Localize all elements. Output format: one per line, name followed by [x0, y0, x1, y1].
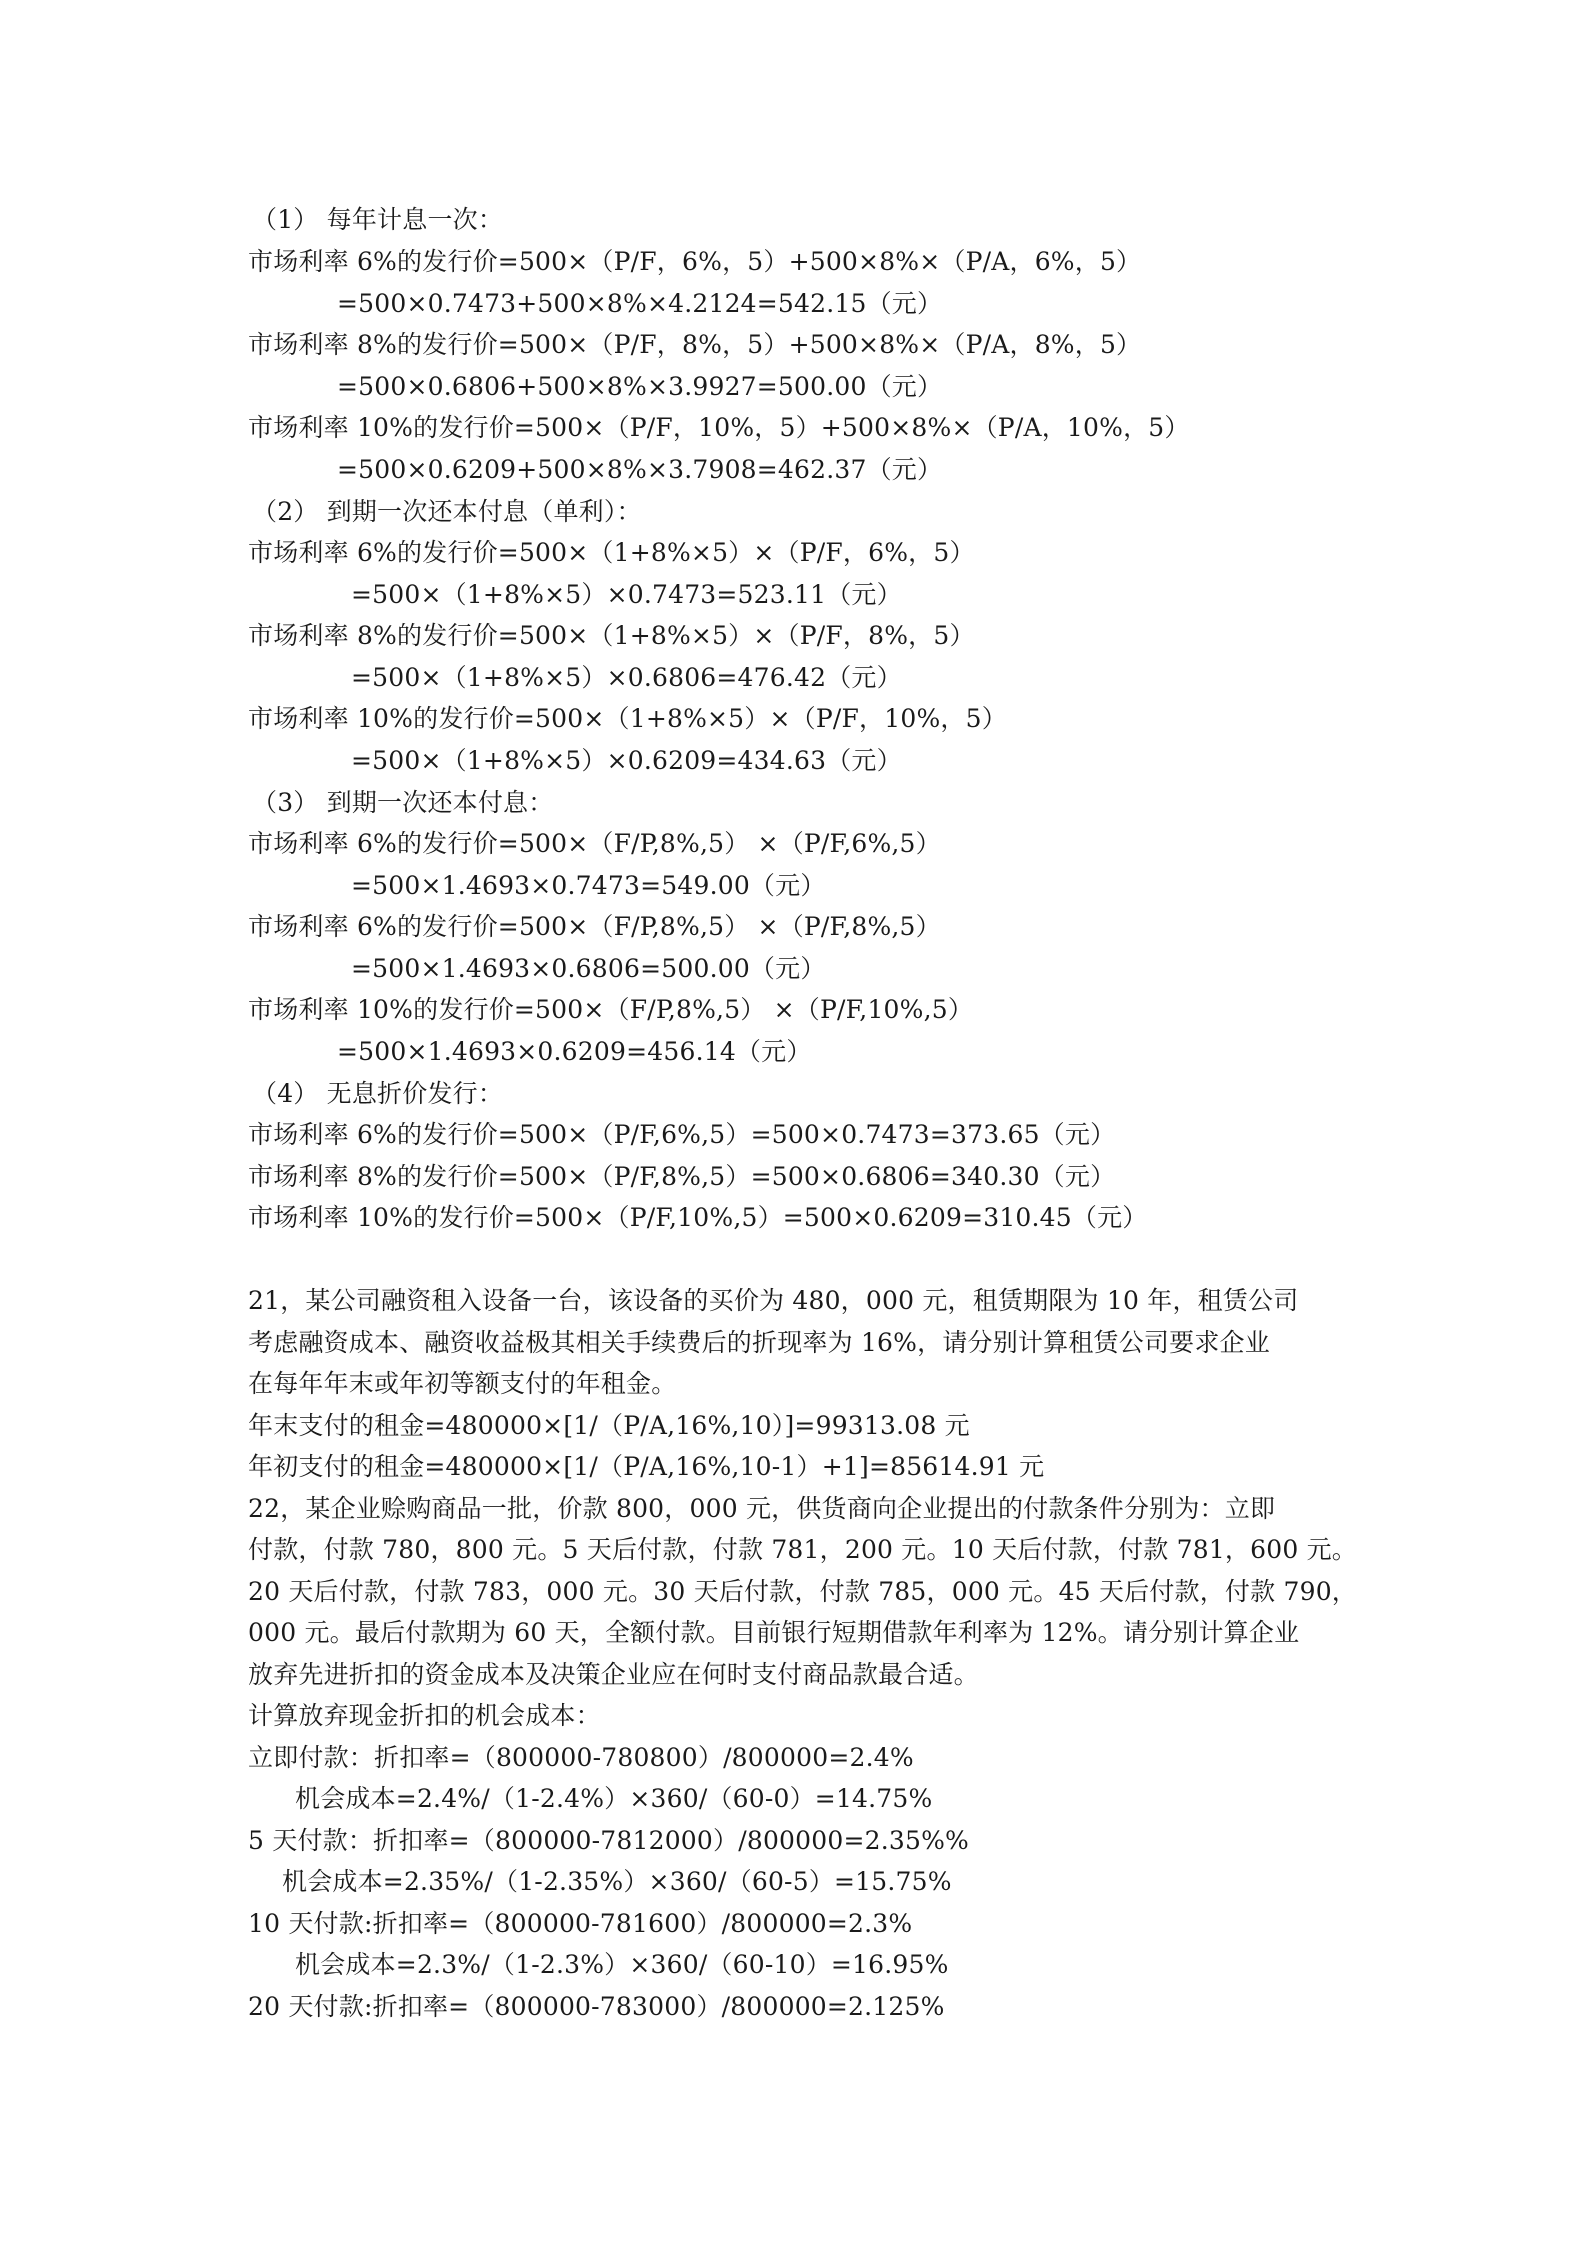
part3-rate10-formula: 市场利率 10%的发行价=500×（F/P,8%,5） ×（P/F,10%,5）: [248, 995, 974, 1024]
q22-day5-opportunity-cost: 机会成本=2.35%/（1-2.35%）×360/（60-5）=15.75%: [282, 1867, 952, 1896]
q22-text-line-4: 000 元。最后付款期为 60 天，全额付款。目前银行短期借款年利率为 12%。请分别计算企业: [248, 1618, 1300, 1647]
q22-day5-discount-rate: 5 天付款：折扣率=（800000-7812000）/800000=2.35%%: [248, 1826, 970, 1855]
part1-rate6-result: =500×0.7473+500×8%×4.2124=542.15（元）: [337, 289, 943, 318]
q22-day0-opportunity-cost: 机会成本=2.4%/（1-2.4%）×360/（60-0）=14.75%: [295, 1784, 933, 1813]
q22-day10-discount-rate: 10 天付款:折扣率=（800000-781600）/800000=2.3%: [248, 1909, 913, 1938]
part3-rate8-formula: 市场利率 6%的发行价=500×（F/P,8%,5） ×（P/F,8%,5）: [248, 912, 941, 941]
part2-heading: （2） 到期一次还本付息（单利）：: [252, 497, 642, 526]
part2-rate6-formula: 市场利率 6%的发行价=500×（1+8%×5）×（P/F，6%，5）: [248, 538, 975, 567]
part1-rate10-formula: 市场利率 10%的发行价=500×（P/F，10%，5）+500×8%×（P/A，10%，5）: [248, 413, 1190, 442]
part3-rate6-formula: 市场利率 6%的发行价=500×（F/P,8%,5） ×（P/F,6%,5）: [248, 829, 941, 858]
part2-rate8-result: =500×（1+8%×5）×0.6806=476.42（元）: [351, 663, 902, 692]
part3-heading: （3） 到期一次还本付息：: [252, 788, 554, 817]
q22-day20-discount-rate: 20 天付款:折扣率=（800000-783000）/800000=2.125%: [248, 1992, 945, 2021]
q22-text-line-2: 付款，付款 780，800 元。5 天后付款，付款 781，200 元。10 天后付款，付款 781，600 元。: [248, 1535, 1357, 1564]
q21-text-line-1: 21，某公司融资租入设备一台，该设备的买价为 480，000 元，租赁期限为 10 年，租赁公司: [248, 1286, 1299, 1315]
q22-calc-title: 计算放弃现金折扣的机会成本：: [248, 1701, 601, 1730]
part2-rate8-formula: 市场利率 8%的发行价=500×（1+8%×5）×（P/F，8%，5）: [248, 621, 975, 650]
part1-rate10-result: =500×0.6209+500×8%×3.7908=462.37（元）: [337, 455, 943, 484]
part1-rate8-formula: 市场利率 8%的发行价=500×（P/F，8%，5）+500×8%×（P/A，8%，5）: [248, 330, 1142, 359]
part1-heading: （1） 每年计息一次：: [252, 205, 504, 234]
q21-answer-year-begin: 年初支付的租金=480000×[1/（P/A,16%,10-1）+1]=85614.91 元: [248, 1452, 1045, 1481]
part1-rate6-formula: 市场利率 6%的发行价=500×（P/F，6%，5）+500×8%×（P/A，6%，5）: [248, 247, 1142, 276]
q22-text-line-1: 22，某企业赊购商品一批，价款 800，000 元，供货商向企业提出的付款条件分别为：立即: [248, 1494, 1276, 1523]
q22-day10-opportunity-cost: 机会成本=2.3%/（1-2.3%）×360/（60-10）=16.95%: [295, 1950, 949, 1979]
part4-heading: （4） 无息折价发行：: [252, 1079, 504, 1108]
q22-text-line-5: 放弃先进折扣的资金成本及决策企业应在何时支付商品款最合适。: [248, 1660, 979, 1689]
part1-rate8-result: =500×0.6806+500×8%×3.9927=500.00（元）: [337, 372, 943, 401]
q22-text-line-3: 20 天后付款，付款 783，000 元。30 天后付款，付款 785，000 元。45 天后付款，付款 790，: [248, 1577, 1357, 1606]
part2-rate6-result: =500×（1+8%×5）×0.7473=523.11（元）: [351, 580, 902, 609]
q22-day0-discount-rate: 立即付款：折扣率=（800000-780800）/800000=2.4%: [248, 1743, 914, 1772]
q21-text-line-3: 在每年年末或年初等额支付的年租金。: [248, 1369, 677, 1398]
part4-rate6: 市场利率 6%的发行价=500×（P/F,6%,5）=500×0.7473=373.65（元）: [248, 1120, 1116, 1149]
part2-rate10-formula: 市场利率 10%的发行价=500×（1+8%×5）×（P/F，10%，5）: [248, 704, 1007, 733]
part4-rate8: 市场利率 8%的发行价=500×（P/F,8%,5）=500×0.6806=340.30（元）: [248, 1162, 1116, 1191]
q21-text-line-2: 考虑融资成本、融资收益极其相关手续费后的折现率为 16%，请分别计算租赁公司要求企业: [248, 1328, 1270, 1357]
part2-rate10-result: =500×（1+8%×5）×0.6209=434.63（元）: [351, 746, 902, 775]
part3-rate10-result: =500×1.4693×0.6209=456.14（元）: [337, 1037, 812, 1066]
part4-rate10: 市场利率 10%的发行价=500×（P/F,10%,5）=500×0.6209=310.45（元）: [248, 1203, 1148, 1232]
part3-rate6-result: =500×1.4693×0.7473=549.00（元）: [351, 871, 826, 900]
part3-rate8-result: =500×1.4693×0.6806=500.00（元）: [351, 954, 826, 983]
q21-answer-year-end: 年末支付的租金=480000×[1/（P/A,16%,10）]=99313.08 元: [248, 1411, 970, 1440]
